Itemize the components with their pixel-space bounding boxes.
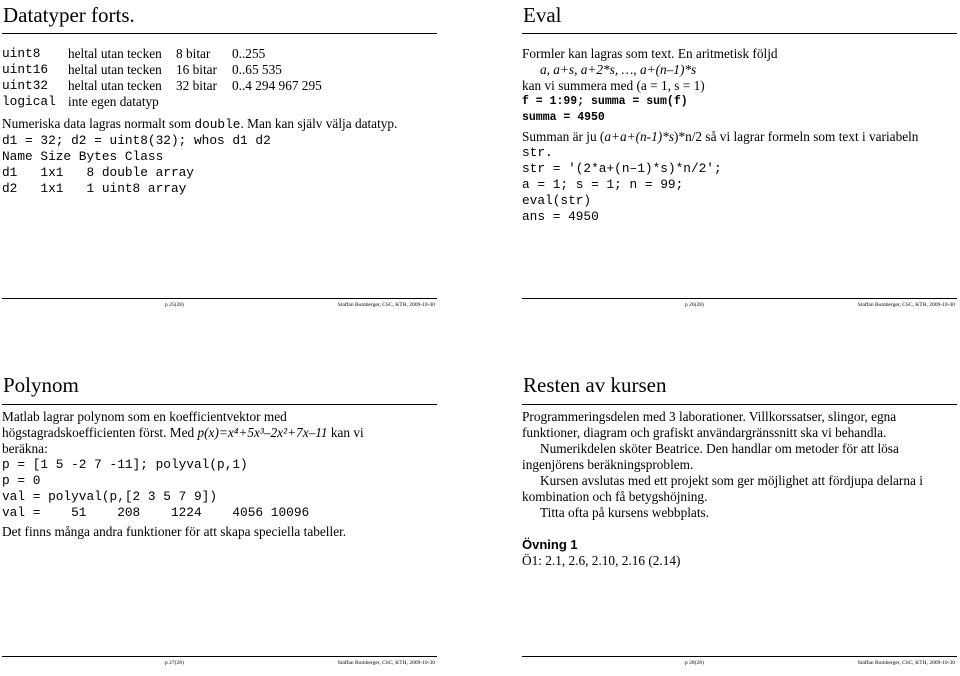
type-name: uint32 [2,78,49,93]
slide-resten [522,360,957,673]
author-credit: Staffan Romberger, CSC, KTH, 2009-10-30 [337,660,435,666]
code-line: p = [1 5 -2 7 -11]; polyval(p,1) [2,457,248,472]
type-desc: inte egen datatyp [68,94,159,109]
text: kan vi [327,425,364,440]
variable-name: str. [522,145,553,160]
code-line: str = '(2*a+(n–1)*s)*n/2'; [522,161,722,176]
slide-title: Polynom [3,373,79,397]
page-number: p 27(28) [165,660,184,666]
text-line: Matlab lagrar polynom som en koefficientvektor med [2,409,287,424]
code-line: val = polyval(p,[2 3 5 7 9]) [2,489,218,504]
footer-rule [522,656,957,657]
note-code: double [194,117,241,132]
code-line: summa = 4950 [522,111,605,124]
code-line: p = 0 [2,473,41,488]
slide-title: Eval [523,3,562,27]
closing-text: Det finns många andra funktioner för att skapa speciella tabeller. [2,524,347,539]
slide-body [2,46,437,197]
author-credit: Staffan Romberger, CSC, KTH, 2009-10-30 [857,660,955,666]
text-line [2,425,437,441]
text-line: ingenjörens beräkningsproblem. [522,457,694,472]
note-text: Numeriska data lagras normalt som [2,116,195,131]
type-desc: heltal utan tecken [68,78,162,93]
author-credit: Staffan Romberger, CSC, KTH, 2009-10-30 [337,302,435,308]
type-name: uint8 [2,46,41,61]
author-credit: Staffan Romberger, CSC, KTH, 2009-10-30 [857,302,955,308]
numeric-note [2,116,437,133]
note-text: . Man kan själv välja datatyp. [240,116,398,131]
text-line: Numerikdelen sköter Beatrice. Den handlar om metoder för att lösa [540,441,899,456]
text-line: Titta ofta på kursens webbplats. [540,505,710,520]
text: )*n/2 så vi lagrar formeln som text i variabeln [674,129,919,144]
page-number: p 26(28) [685,302,704,308]
title-rule [2,404,437,405]
type-bits: 16 bitar [176,62,217,77]
code-line: ans = 4950 [522,209,599,224]
slide-eval [522,2,957,315]
exercise-text: Ö1: 2.1, 2.6, 2.10, 2.16 (2.14) [522,553,681,568]
text-line: beräkna: [2,441,48,456]
page-number: p 25(28) [165,302,184,308]
page-number: p 28(28) [685,660,704,666]
formula-text [522,129,957,145]
code-line: val = 51 208 1224 4056 10096 [2,505,310,520]
sum-text: kan vi summera med (a = 1, s = 1) [522,78,705,93]
type-row-logical [2,94,437,110]
type-row-uint32 [2,78,437,94]
slide-polynom [2,360,437,673]
intro-text: Formler kan lagras som text. En aritmetisk följd [522,46,778,61]
slide-body [522,409,957,569]
footer-rule [522,298,957,299]
footer-rule [2,656,437,657]
code-line: a = 1; s = 1; n = 99; [522,177,684,192]
slide-body [2,409,437,540]
code-line: d1 1x1 8 double array [2,165,194,180]
text: högstagradskoefficienten först. Med [2,425,198,440]
code-line: d2 1x1 1 uint8 array [2,181,187,196]
type-row-uint8 [2,46,437,62]
sequence-formula: a, a+s, a+2*s, …, a+(n–1)*s [540,62,697,77]
type-row-uint16 [2,62,437,78]
title-rule [2,33,437,34]
polynomial: p(x)=x⁴+5x³–2x²+7x–11 [197,425,328,440]
type-bits: 8 bitar [176,46,211,61]
slide-body [522,46,957,225]
code-line: eval(str) [522,193,592,208]
code-line: d1 = 32; d2 = uint8(32); whos d1 d2 [2,133,271,148]
type-desc: heltal utan tecken [68,46,162,61]
type-bits: 32 bitar [176,78,217,93]
type-name: logical [2,94,56,109]
formula: a+a+(n-1)*s [604,129,675,144]
text-line: funktioner, diagram och grafiskt användargränssnitt ska vi behandla. [522,425,887,440]
slide-title: Datatyper forts. [3,3,135,27]
type-name: uint16 [2,62,49,77]
text-line: Programmeringsdelen med 3 laborationer. Villkorssatser, slingor, egna [522,409,897,424]
footer-rule [2,298,437,299]
text: Summan är ju ( [522,129,605,144]
title-rule [522,33,957,34]
slide-datatyper [2,2,437,315]
title-rule [522,404,957,405]
text-line: Kursen avslutas med ett projekt som ger möjlighet att fördjupa delarna i [540,473,923,488]
type-range: 0..65 535 [232,62,282,77]
type-range: 0..4 294 967 295 [232,78,322,93]
slide-title: Resten av kursen [523,373,667,397]
type-desc: heltal utan tecken [68,62,162,77]
text-line: kombination och få betygshöjning. [522,489,708,504]
type-range: 0..255 [232,46,266,61]
code-line: f = 1:99; summa = sum(f) [522,95,688,108]
code-line: Name Size Bytes Class [2,149,164,164]
exercise-heading: Övning 1 [522,537,578,552]
